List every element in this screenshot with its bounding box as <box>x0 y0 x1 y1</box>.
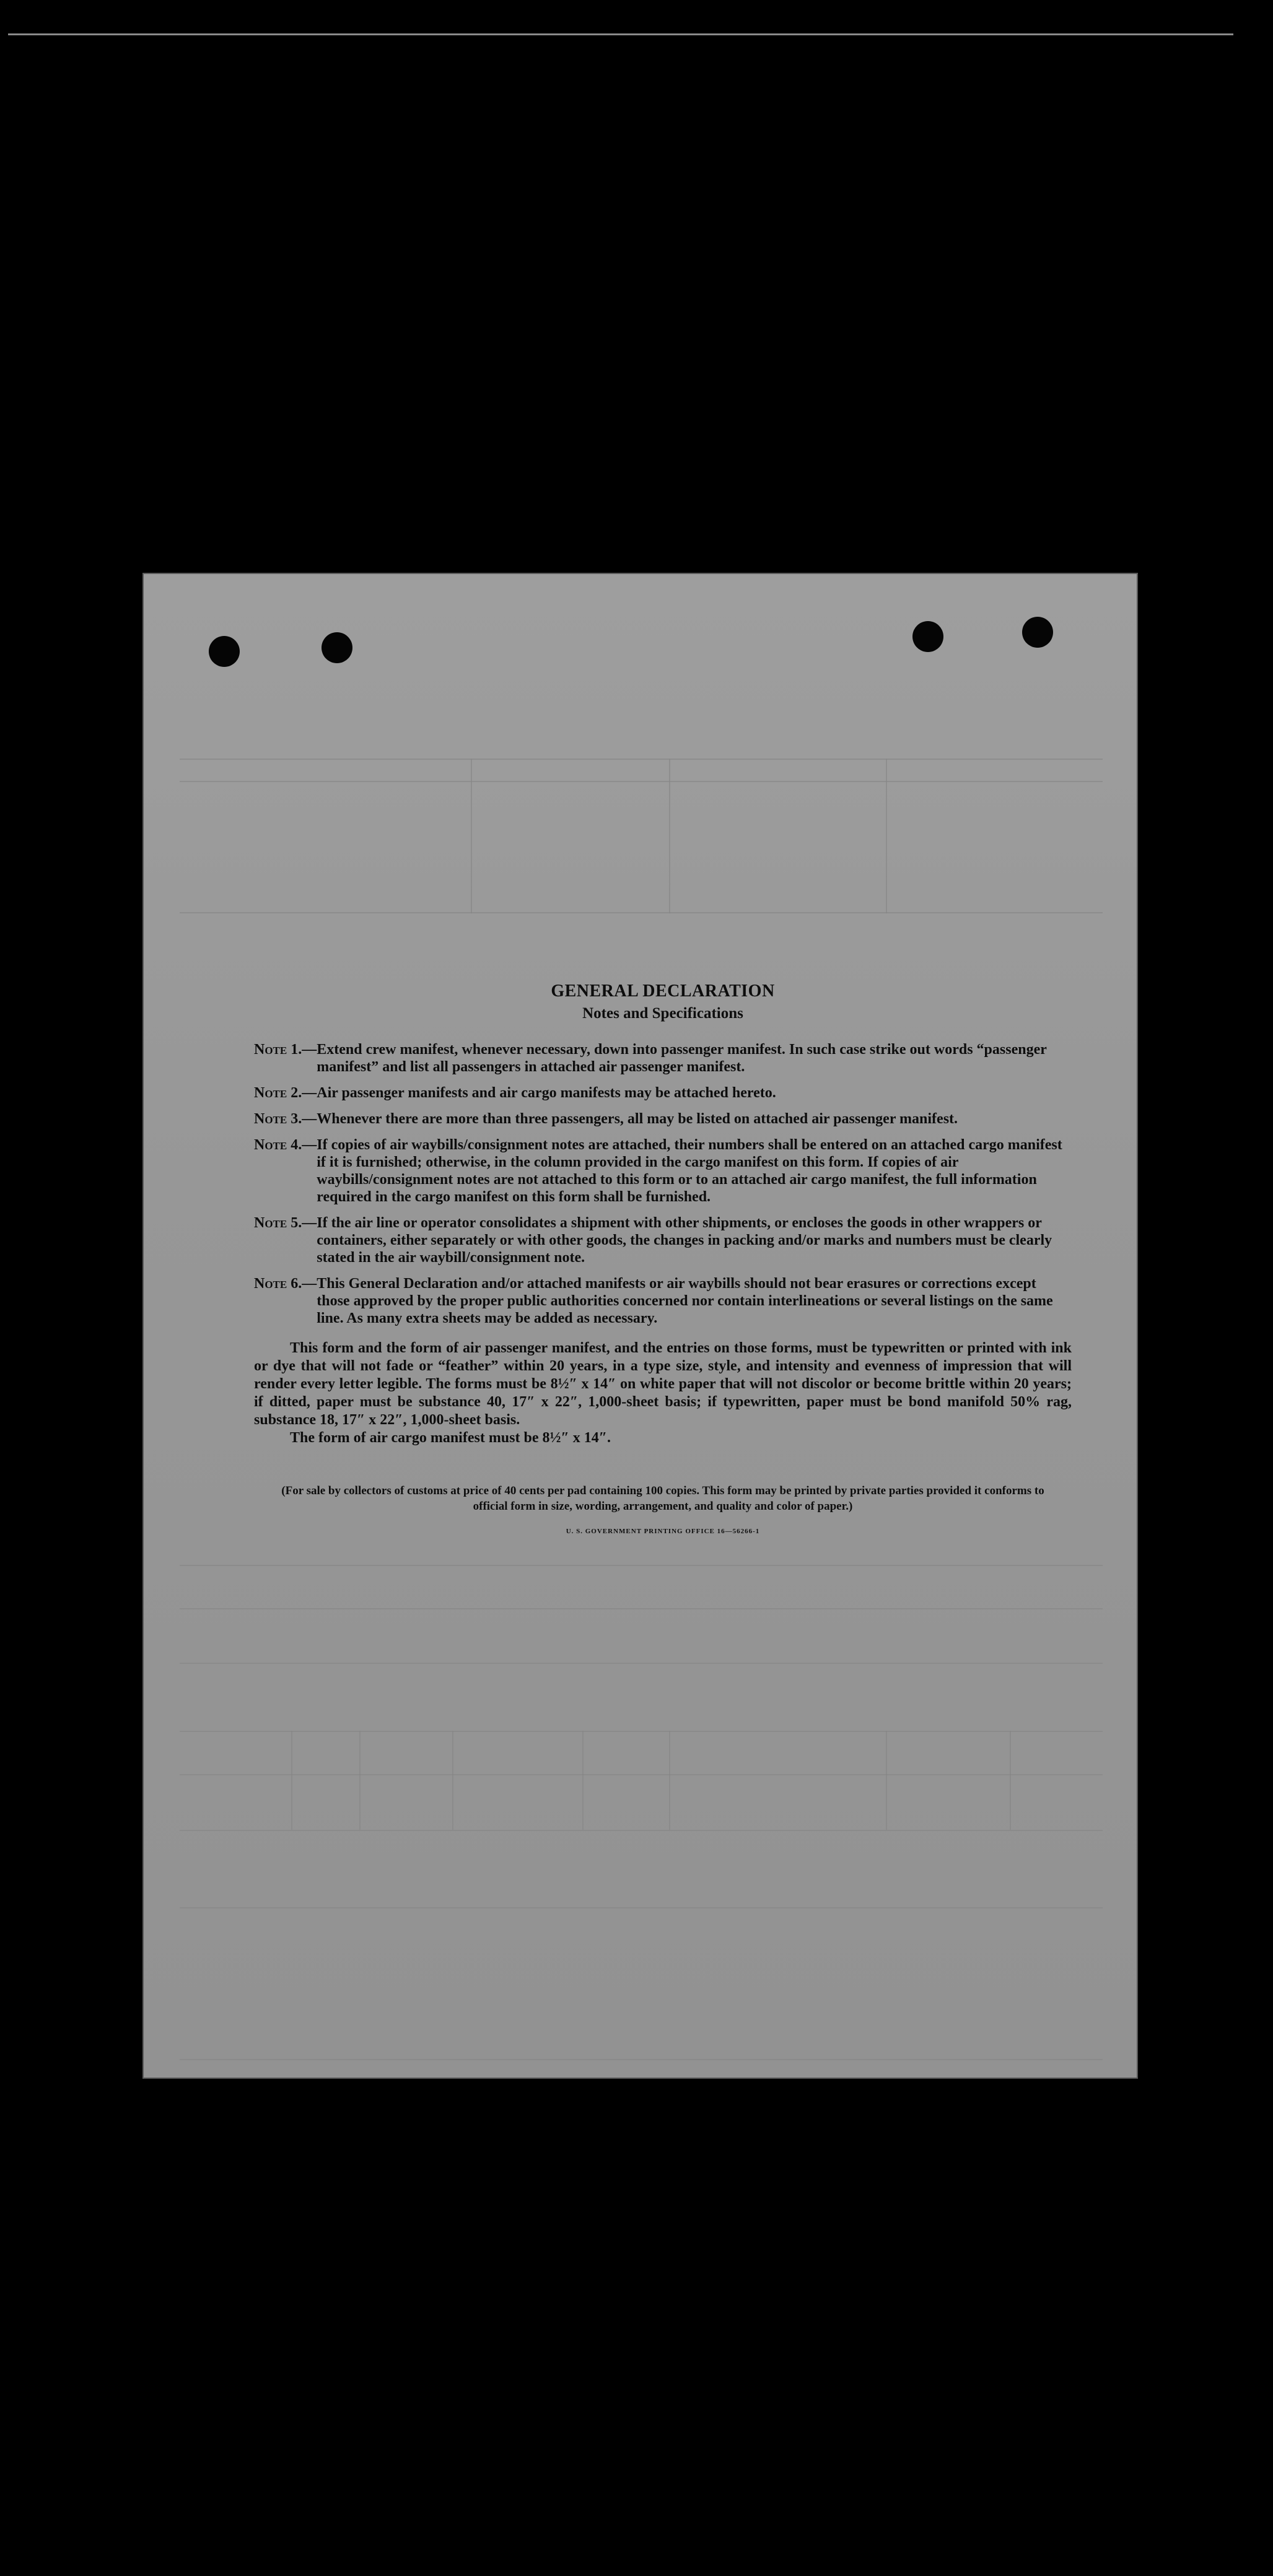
bleed-through-rule <box>180 1907 1103 1908</box>
form-specification-paragraph: This form and the form of air passenger manifest, and the entries on those forms, must be typewritten or printed with ink or dye that will not fade or “feather” within 20 years, in a type size, style, and intensity and evenness of impression that will render every letter legible. The forms must be 8½″ x 14″ on white paper that will not discolor or become brittle within 20 years; if ditted, paper must be substance 40, 17″ x 22″, 1,000-sheet basis; if typewritten, paper must be bond manifold 50% rag, substance 18, 17″ x 22″, 1,000-sheet basis. <box>254 1340 1072 1428</box>
note-text: If the air line or operator consolidates a shipment with other shipments, or encloses the goods in other wrappers or containers, either separately or with other goods, the changes in packing and/or marks and numbers must be clearly stated in the air waybill/consignment note. <box>317 1215 1052 1266</box>
note-text: Whenever there are more than three passengers, all may be listed on attached air passenger manifest. <box>317 1111 958 1127</box>
punch-hole <box>912 621 943 652</box>
note-1 <box>254 1041 1072 1076</box>
note-2 <box>254 1084 1072 1102</box>
note-3 <box>254 1110 1072 1128</box>
note-label: Note 1.— <box>254 1042 317 1058</box>
bleed-through-rule <box>180 1663 1103 1664</box>
top-rule <box>8 33 1233 35</box>
cargo-manifest-size-paragraph: The form of air cargo manifest must be 8½″ x 14″. <box>290 1430 611 1446</box>
bleed-through-column <box>359 1731 361 1830</box>
note-label: Note 6.— <box>254 1276 317 1292</box>
sale-notice: (For sale by collectors of customs at price of 40 cents per pad containing 100 copies. This form may be printed by private parties provided it conforms to official form in size, wording, arrangement, and quality and color of paper.) <box>281 1484 1044 1513</box>
note-5 <box>254 1214 1072 1266</box>
note-6 <box>254 1275 1072 1327</box>
printing-office-line: U. S. GOVERNMENT PRINTING OFFICE 16—56266-1 <box>566 1528 760 1535</box>
bleed-through-column <box>886 1731 887 1830</box>
bleed-through-column <box>452 1731 453 1830</box>
bleed-through-column <box>669 1731 670 1830</box>
note-text: Air passenger manifests and air cargo manifests may be attached hereto. <box>317 1085 776 1101</box>
note-text: This General Declaration and/or attached manifests or air waybills should not bear erasures or corrections except those approved by the proper public authorities concerned nor contain interlineations or several listings on the same line. As many extra sheets may be added as necessary. <box>317 1276 1053 1326</box>
declaration-subtitle: Notes and Specifications <box>582 1005 743 1022</box>
bleed-through-rule <box>180 759 1103 760</box>
bleed-through-rule <box>180 1565 1103 1566</box>
bleed-through-column <box>1010 1731 1011 1830</box>
bleed-through-rule <box>180 2059 1103 2060</box>
bleed-through-column <box>471 759 472 913</box>
bleed-through-column <box>886 759 887 913</box>
document-page <box>142 573 1138 2079</box>
notes-section <box>254 981 1072 1535</box>
bleed-through-column <box>291 1731 292 1830</box>
bleed-through-rule <box>180 781 1103 782</box>
bleed-through-rule <box>180 1774 1103 1775</box>
bleed-through-column <box>582 1731 584 1830</box>
note-text: If copies of air waybills/consignment notes are attached, their numbers shall be entered on an attached cargo manifest if it is furnished; otherwise, in the column provided in the cargo manifest on this form. If copies of air waybills/consignment notes are not attached to this form or to an attached air cargo manifest, the full information required in the cargo manifest on this form shall be furnished. <box>317 1137 1062 1205</box>
punch-hole <box>322 632 352 663</box>
bleed-through-column <box>669 759 670 913</box>
note-label: Note 5.— <box>254 1215 317 1231</box>
note-label: Note 2.— <box>254 1085 317 1101</box>
note-label: Note 3.— <box>254 1111 317 1127</box>
bleed-through-rule <box>180 912 1103 913</box>
note-4 <box>254 1136 1072 1206</box>
bleed-through-rule <box>180 1731 1103 1732</box>
declaration-title: GENERAL DECLARATION <box>551 981 775 1001</box>
note-text: Extend crew manifest, whenever necessary, down into passenger manifest. In such case strike out words “passenger manifest” and list all passengers in attached air passenger manifest. <box>317 1042 1047 1075</box>
punch-hole <box>209 636 240 667</box>
bleed-through-rule <box>180 1608 1103 1609</box>
note-label: Note 4.— <box>254 1137 317 1153</box>
bleed-through-rule <box>180 1830 1103 1831</box>
punch-hole <box>1022 617 1053 648</box>
